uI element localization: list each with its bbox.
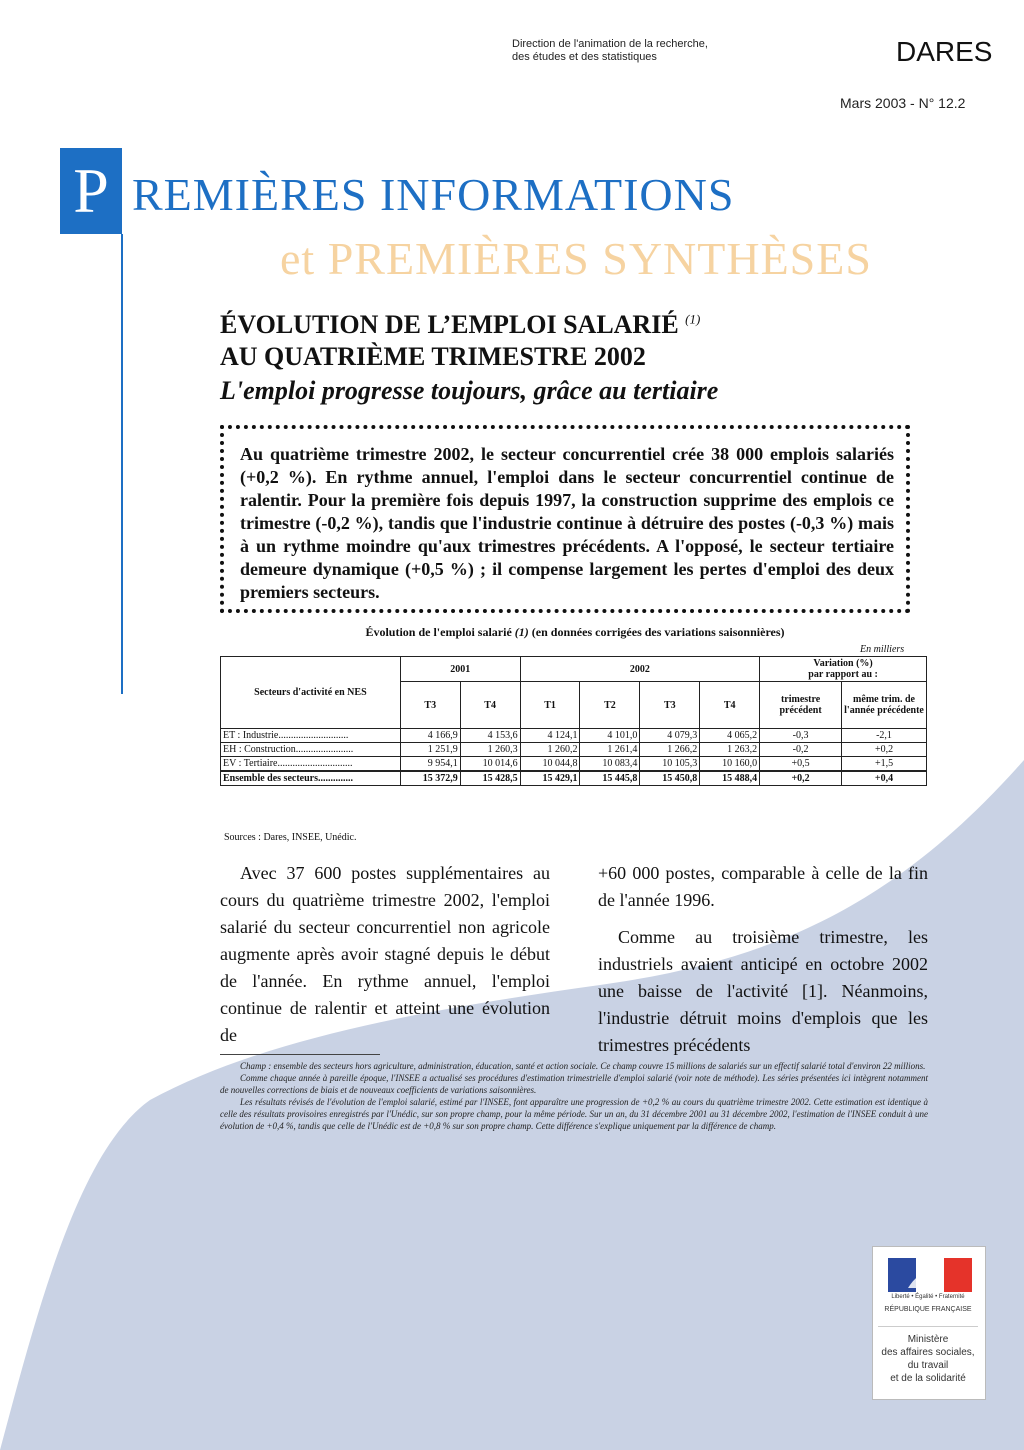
header-variation: Variation (%) par rapport au :: [760, 657, 927, 682]
body-column-right-para1: +60 000 postes, comparable à celle de la fin de l'année 1996.: [598, 863, 928, 910]
row-label: EV : Tertiaire..............................: [221, 757, 401, 772]
table-unit: En milliers: [860, 644, 905, 655]
table-header-row: [221, 657, 927, 682]
header-quarter: T4: [460, 682, 520, 729]
cell-value: 4 153,6: [460, 729, 520, 743]
brand-name: DARES: [896, 36, 993, 67]
logo-divider: [878, 1326, 978, 1327]
cell-value: 1 266,2: [640, 743, 700, 757]
cell-value: 1 261,4: [580, 743, 640, 757]
masthead-line2: et PREMIÈRES SYNTHÈSES: [280, 233, 872, 284]
publisher-name: Direction de l'animation de la recherche, des études et des statistiques: [512, 38, 708, 63]
cell-value: 15 488,4: [700, 771, 760, 786]
cell-value: 10 160,0: [700, 757, 760, 772]
footnote-paragraph: Les résultats révisés de l'évolution de l'emploi salarié, estimé par l'INSEE, font apparaître une progression de +0,2 % au cours du quatrième trimestre 2002. Cette estimation est identique à celle des résultats provisoires enregistrés par l'Unédic, sur son propre champ, pour la même période. Sur un an, du 31 décembre 2001 au 31 décembre 2002, l'estimation de l'INSEE conduit à une évolution de +0,4 %, tandis que celle de l'Unédic est de +0,8 % sur son propre champ. Cette différence s'explique uniquement par la différence de champ.: [220, 1097, 928, 1131]
cell-value: 10 014,6: [460, 757, 520, 772]
issue-date: Mars 2003 - N° 12.2: [840, 95, 966, 111]
article-title-line1: ÉVOLUTION DE L’EMPLOI SALARIÉ $^{(1)}$: [220, 310, 701, 339]
cell-value: 1 260,2: [520, 743, 580, 757]
footnote-paragraph: Champ : ensemble des secteurs hors agriculture, administration, éducation, santé et action sociale. Ce champ couvre 15 millions de salariés sur un effectif salarié total d'environ 22 millions.: [240, 1061, 926, 1071]
cell-value: 1 263,2: [700, 743, 760, 757]
table-title: Évolution de l'emploi salarié (1) (en données corrigées des variations saisonnières): [365, 625, 785, 639]
cell-var-quarter: -0,3: [760, 729, 842, 743]
cell-value: 15 372,9: [400, 771, 460, 786]
table-total-row: [221, 771, 927, 786]
body-column-left: Avec 37 600 postes supplémentaires au cours du quatrième trimestre 2002, l'emploi salarié du secteur concurrentiel non agricole augmente après avoir stagné depuis le début de l'année. En rythme annuel, l'emploi continue de ralentir et atteint une évolution de: [220, 863, 550, 1045]
footnote-rule: [220, 1054, 380, 1055]
title-footnote-ref: (1): [685, 311, 701, 327]
header-quarter: T3: [640, 682, 700, 729]
cell-var-year: +0,4: [842, 771, 927, 786]
body-column-right-para2: Comme au troisième trimestre, les industriels avaient anticipé en octobre 2002 une baisse de l'activité [1]. Néanmoins, l'industrie détruit moins d'emplois que les trimestres précédents: [598, 927, 928, 1055]
row-label: ET : Industrie............................: [221, 729, 401, 743]
header-sector: Secteurs d'activité en NES: [221, 657, 401, 729]
summary-box: Au quatrième trimestre 2002, le secteur concurrentiel crée 38 000 emplois salariés (+0,2 %). En rythme annuel, l'emploi dans le secteur concurrentiel continue de ralentir. Pour la première fois depuis 1997, la construction supprime des emplois ce trimestre (-0,2 %), tandis que l'industrie continue à détruire des postes (-0,3 %) mais à un rythme moindre qu'aux trimestres précédents. A l'opposé, le secteur tertiaire demeure dynamique (+0,5 %) ; il compense largement les pertes d'emploi des deux premiers secteurs.: [220, 425, 910, 613]
header-year-2001: 2001: [400, 657, 520, 682]
republic-motto: Liberté • Égalité • Fraternité: [891, 1294, 965, 1300]
cell-var-quarter: +0,5: [760, 757, 842, 772]
cell-value: 1 251,9: [400, 743, 460, 757]
cell-value: 4 065,2: [700, 729, 760, 743]
row-label: EH : Construction.......................: [221, 743, 401, 757]
cell-var-year: +0,2: [842, 743, 927, 757]
cell-value: 4 079,3: [640, 729, 700, 743]
cell-value: 4 101,0: [580, 729, 640, 743]
header-quarter: T3: [400, 682, 460, 729]
cell-var-year: +1,5: [842, 757, 927, 772]
masthead-line1: REMIÈRES INFORMATIONS: [132, 169, 735, 220]
cell-value: 10 105,3: [640, 757, 700, 772]
header-quarter: T4: [700, 682, 760, 729]
cell-value: 4 124,1: [520, 729, 580, 743]
cell-var-quarter: -0,2: [760, 743, 842, 757]
header-year-2002: 2002: [520, 657, 760, 682]
cell-value: 15 429,1: [520, 771, 580, 786]
cell-value: 15 445,8: [580, 771, 640, 786]
table-row: [221, 757, 927, 772]
masthead-rule: [121, 234, 123, 694]
cell-value: 4 166,9: [400, 729, 460, 743]
header-prev-year: même trim. de l'année précédente: [842, 682, 927, 729]
cell-value: 10 044,8: [520, 757, 580, 772]
cell-value: 10 083,4: [580, 757, 640, 772]
article-subtitle: L'emploi progresse toujours, grâce au tertiaire: [220, 376, 719, 405]
footnote-paragraph: Comme chaque année à pareille époque, l'INSEE a actualisé ses procédures d'estimation trimestrielle d'emploi salarié (voir note de méthode). Les séries présentées ici intègrent notamment de nouvelles corrections de biais et de nouveaux coefficients de variations saisonnières.: [220, 1073, 928, 1095]
masthead-initial: P: [60, 148, 122, 234]
cell-value: 9 954,1: [400, 757, 460, 772]
row-label: Ensemble des secteurs..............: [221, 771, 401, 786]
table-source: Sources : Dares, INSEE, Unédic.: [224, 832, 357, 843]
header-quarter: T1: [520, 682, 580, 729]
footnote: [220, 1060, 928, 1132]
cell-value: 15 428,5: [460, 771, 520, 786]
header-prev-quarter: trimestre précédent: [760, 682, 842, 729]
republic-name: RÉPUBLIQUE FRANÇAISE: [884, 1306, 972, 1313]
table-row: [221, 743, 927, 757]
table-row: [221, 729, 927, 743]
employment-table: [220, 656, 927, 786]
header-quarter: T2: [580, 682, 640, 729]
ministry-name: Ministère des affaires sociales, du travail et de la solidarité: [881, 1334, 975, 1384]
article-title-line2: AU QUATRIÈME TRIMESTRE 2002: [220, 342, 646, 371]
cell-value: 1 260,3: [460, 743, 520, 757]
republique-francaise-flag-icon: [888, 1258, 972, 1292]
cell-value: 15 450,8: [640, 771, 700, 786]
cell-var-year: -2,1: [842, 729, 927, 743]
cell-var-quarter: +0,2: [760, 771, 842, 786]
